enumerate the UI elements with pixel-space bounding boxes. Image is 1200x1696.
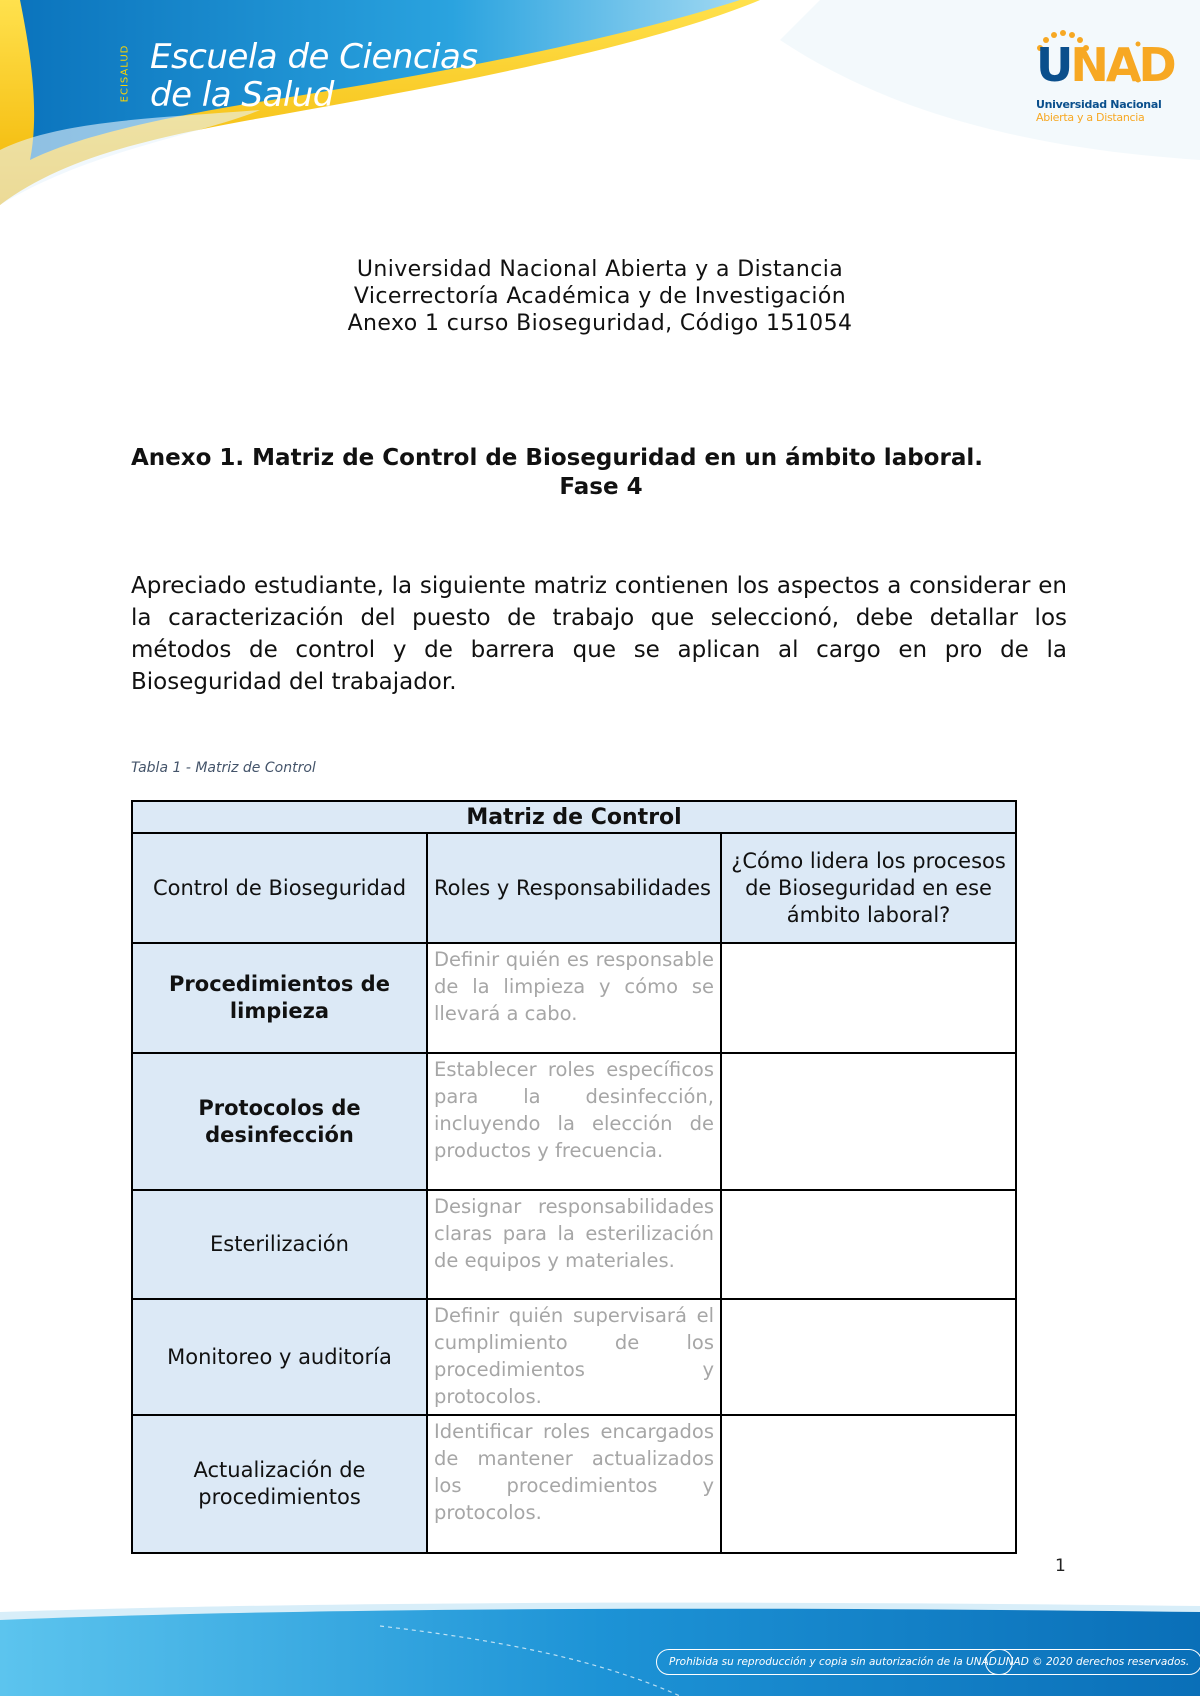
table-row bbox=[132, 1053, 1016, 1190]
logo-wordmark bbox=[1036, 40, 1174, 90]
column-header-roles: Roles y Responsabilidades bbox=[427, 833, 721, 943]
row-label-monitoreo: Monitoreo y auditoría bbox=[132, 1299, 427, 1415]
control-matrix-table bbox=[131, 800, 1017, 1554]
footer-banner bbox=[0, 1600, 1200, 1696]
course-code: Anexo 1 curso Bioseguridad, Código 151054 bbox=[347, 311, 853, 336]
table-row bbox=[132, 943, 1016, 1053]
page-number: 1 bbox=[1055, 1556, 1066, 1576]
logo-subtitle-1: Universidad Nacional bbox=[1036, 98, 1162, 111]
logo-subtitle-2: Abierta y a Distancia bbox=[1036, 111, 1145, 124]
document-title bbox=[131, 444, 1069, 502]
column-header-leads: ¿Cómo lidera los procesos de Bioseguridad en ese ámbito laboral? bbox=[721, 833, 1016, 943]
row-label-desinfeccion: Protocolos de desinfección bbox=[132, 1053, 427, 1190]
document-title-line1: Anexo 1. Matriz de Control de Bioseguridad en un ámbito laboral. bbox=[131, 445, 983, 471]
side-tag-text: ECISALUD bbox=[119, 44, 131, 103]
leads-cell-input[interactable] bbox=[721, 1053, 1016, 1190]
institution-block bbox=[0, 256, 1200, 337]
leads-cell-input[interactable] bbox=[721, 943, 1016, 1053]
school-title bbox=[150, 38, 478, 114]
roles-cell: Identificar roles encargados de mantener actualizados los procedimientos y protocolos. bbox=[427, 1415, 721, 1553]
logo-letters-nad: NAD bbox=[1070, 38, 1174, 92]
document-title-line2: Fase 4 bbox=[559, 474, 643, 500]
table-row bbox=[132, 1415, 1016, 1553]
table-title: Matriz de Control bbox=[132, 801, 1016, 833]
roles-cell: Designar responsabilidades claras para la esterilización de equipos y materiales. bbox=[427, 1190, 721, 1299]
intro-paragraph: Apreciado estudiante, la siguiente matriz contienen los aspectos a considerar en la caracterización del puesto de trabajo que seleccionó, debe detallar los métodos de control y de barrera que se aplican al cargo en pro de la Bioseguridad del trabajador. bbox=[131, 573, 1067, 695]
row-label-actualizacion: Actualización de procedimientos bbox=[132, 1415, 427, 1553]
school-side-tag bbox=[118, 44, 132, 108]
row-label-limpieza: Procedimientos de limpieza bbox=[132, 943, 427, 1053]
table-row bbox=[132, 1190, 1016, 1299]
row-label-esterilizacion: Esterilización bbox=[132, 1190, 427, 1299]
table-row bbox=[132, 1299, 1016, 1415]
institution-name: Universidad Nacional Abierta y a Distancia bbox=[356, 257, 844, 282]
table-title-row bbox=[132, 801, 1016, 833]
unad-logo bbox=[1030, 28, 1174, 128]
school-title-line2: de la Salud bbox=[150, 75, 334, 115]
table-header-row bbox=[132, 833, 1016, 943]
footer-notice-copy: Prohibida su reproducción y copia sin autorización de la UNAD. bbox=[656, 1649, 1013, 1675]
leads-cell-input[interactable] bbox=[721, 1299, 1016, 1415]
school-title-line1: Escuela de Ciencias bbox=[150, 37, 478, 77]
table-caption: Tabla 1 - Matriz de Control bbox=[131, 760, 316, 776]
vicerrectoria: Vicerrectoría Académica y de Investigación bbox=[353, 284, 847, 309]
logo-letter-u: U bbox=[1036, 38, 1071, 92]
leads-cell-input[interactable] bbox=[721, 1415, 1016, 1553]
column-header-control: Control de Bioseguridad bbox=[132, 833, 427, 943]
roles-cell: Definir quién supervisará el cumplimiento de los procedimientos y protocolos. bbox=[427, 1299, 721, 1415]
footer-notice-rights: UNAD © 2020 derechos reservados. bbox=[985, 1649, 1200, 1675]
leads-cell-input[interactable] bbox=[721, 1190, 1016, 1299]
roles-cell: Definir quién es responsable de la limpieza y cómo se llevará a cabo. bbox=[427, 943, 721, 1053]
roles-cell: Establecer roles específicos para la desinfección, incluyendo la elección de productos y frecuencia. bbox=[427, 1053, 721, 1190]
